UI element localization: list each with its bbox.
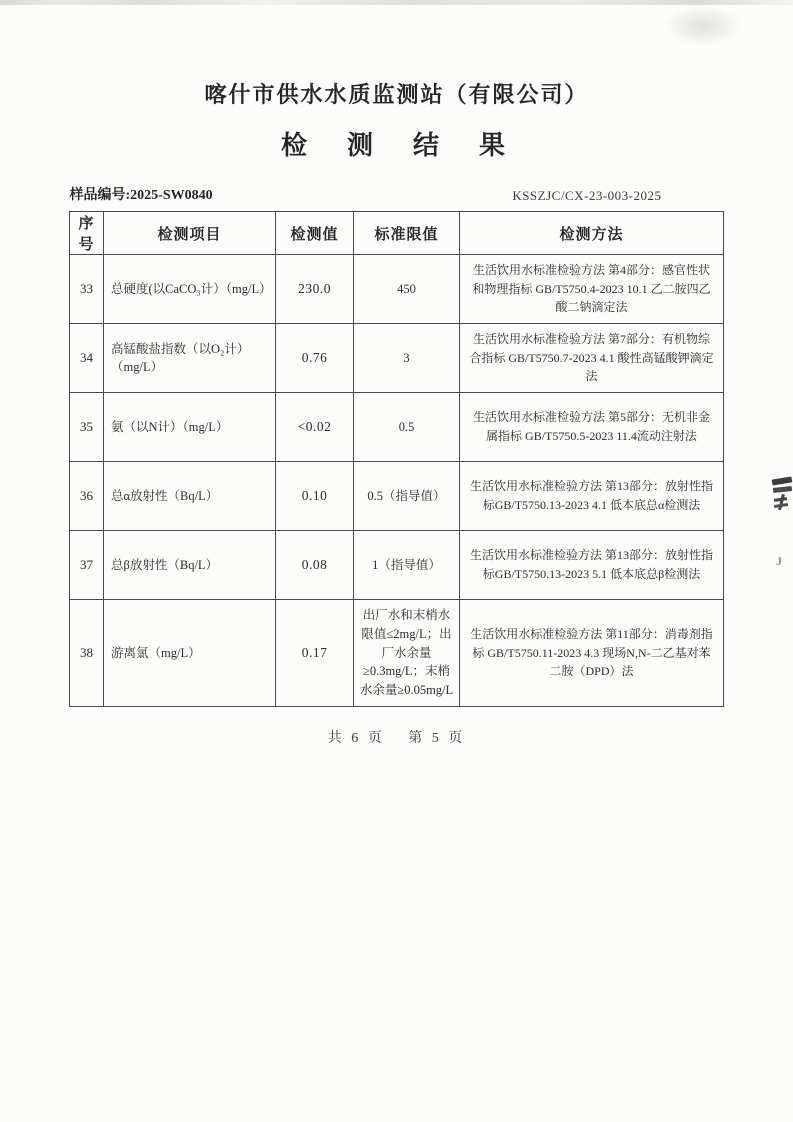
cell-test-value: 0.76 (276, 324, 354, 393)
cell-method: 生活饮用水标准检验方法 第5部分：无机非金属指标 GB/T5750.5-2023 11.4流动注射法 (460, 393, 724, 462)
table-row (70, 531, 724, 600)
header-method: 检测方法 (460, 212, 724, 255)
report-title: 检 测 结 果 (280, 131, 512, 160)
document-code: KSSZJC/CX-23-003-2025 (512, 188, 662, 203)
organization-title: 喀什市供水水质监测站（有限公司） (204, 82, 589, 107)
cell-method: 生活饮用水标准检验方法 第13部分：放射性指标GB/T5750.13-2023 4.1 低本底总α检测法 (460, 462, 724, 531)
cell-method: 生活饮用水标准检验方法 第11部分：消毒剂指标 GB/T5750.11-2023 4.3 现场N,N-二乙基对苯二胺（DPD）法 (460, 600, 724, 707)
cell-serial-no: 34 (70, 324, 104, 393)
cell-test-item: 总β放射性（Bq/L） (104, 531, 276, 600)
results-table (69, 211, 724, 707)
cell-test-item: 高锰酸盐指数（以O₂计）（mg/L） (104, 324, 276, 393)
scan-mark-stroke (778, 494, 784, 510)
cell-test-value: 0.08 (276, 531, 354, 600)
cell-test-item: 游离氯（mg/L） (104, 600, 276, 707)
cell-limit: 0.5（指导值） (354, 462, 460, 531)
cell-serial-no: 33 (70, 255, 104, 324)
scan-mark-bar (773, 486, 792, 493)
scan-mark-bar (772, 476, 793, 485)
cell-limit: 0.5 (354, 393, 460, 462)
table-row (70, 255, 724, 324)
table-row (70, 600, 724, 707)
table-row (70, 393, 724, 462)
results-table-head (70, 212, 724, 255)
results-table-body (70, 255, 724, 707)
table-row (70, 324, 724, 393)
header-test-value: 检测值 (276, 212, 354, 255)
cell-test-value: 230.0 (276, 255, 354, 324)
header-test-item: 检测项目 (104, 212, 276, 255)
cell-limit: 450 (354, 255, 460, 324)
cell-method: 生活饮用水标准检验方法 第4部分：感官性状和物理指标 GB/T5750.4-2023 10.1 乙二胺四乙酸二钠滴定法 (460, 255, 724, 324)
scan-top-edge-artifact (0, 0, 793, 5)
cell-serial-no: 38 (70, 600, 104, 707)
cell-test-value: 0.10 (276, 462, 354, 531)
cell-test-item: 氨（以N计）（mg/L） (104, 393, 276, 462)
cell-limit: 1（指导值） (354, 531, 460, 600)
scan-smudge-artifact (664, 6, 742, 46)
header-row (70, 212, 724, 255)
cell-test-item: 总α放射性（Bq/L） (104, 462, 276, 531)
cell-limit: 出厂水和末梢水限值≤2mg/L；出厂水余量≥0.3mg/L；末梢水余量≥0.05mg/L (354, 600, 460, 707)
cell-method: 生活饮用水标准检验方法 第13部分：放射性指标GB/T5750.13-2023 5.1 低本底总β检测法 (460, 531, 724, 600)
cell-test-value: 0.17 (276, 600, 354, 707)
meta-row (70, 184, 724, 204)
cell-limit: 3 (354, 324, 460, 393)
header-serial-no: 序号 (70, 212, 104, 255)
sample-number: 样品编号:2025-SW0840 (69, 188, 213, 203)
cell-serial-no: 37 (70, 531, 104, 600)
cell-serial-no: 35 (70, 393, 104, 462)
cell-test-item: 总硬度(以CaCO₃计）（mg/L） (104, 255, 276, 324)
scan-text-fragment: J (776, 554, 782, 568)
cell-test-value: <0.02 (276, 393, 354, 462)
header-limit: 标准限值 (354, 212, 460, 255)
cell-serial-no: 36 (70, 462, 104, 531)
cell-method: 生活饮用水标准检验方法 第7部分：有机物综合指标 GB/T5750.7-2023 4.1 酸性高锰酸钾滴定法 (460, 324, 724, 393)
scan-right-edge-marks (770, 476, 793, 586)
table-row (70, 462, 724, 531)
page-number-info: 共 6 页 第 5 页 (327, 730, 466, 746)
